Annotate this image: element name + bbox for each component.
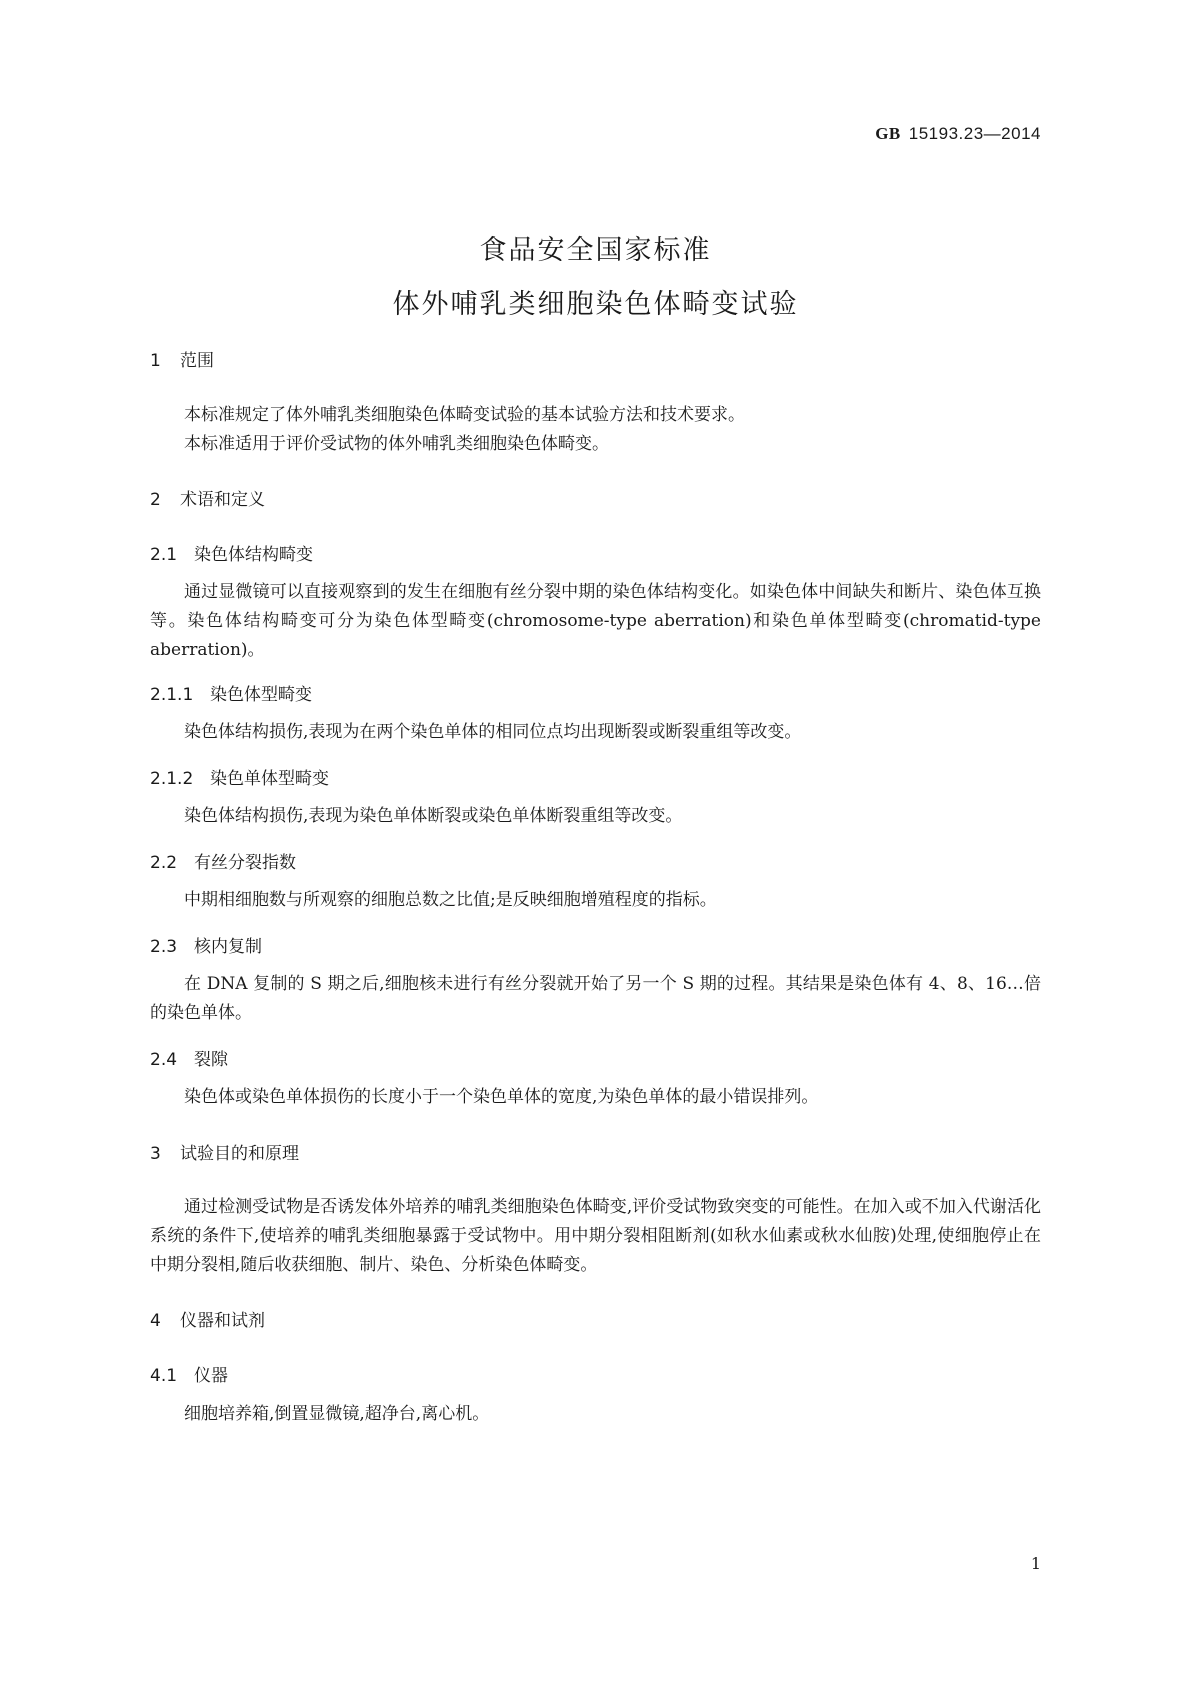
heading-2-4: 2.4 裂隙 <box>150 1050 228 1070</box>
paragraph-2-1-1: 染色体结构损伤,表现为在两个染色单体的相同位点均出现断裂或断裂重组等改变。 <box>184 722 802 742</box>
heading-2-2: 2.2 有丝分裂指数 <box>150 853 296 873</box>
paragraph-2-1: 通过显微镜可以直接观察到的发生在细胞有丝分裂中期的染色体结构变化。如染色体中间缺失和断片、染色体互换等。染色体结构畸变可分为染色体型畸变(chromosome-type aberration)和染色单体型畸变(chromatid-type aberration)。 <box>150 582 1041 660</box>
heading-2-3: 2.3 核内复制 <box>150 937 262 957</box>
heading-2: 2 术语和定义 <box>150 490 265 510</box>
paragraph-1-1: 本标准规定了体外哺乳类细胞染色体畸变试验的基本试验方法和技术要求。 <box>184 405 745 425</box>
paragraph-2-3: 在 DNA 复制的 S 期之后,细胞核未进行有丝分裂就开始了另一个 S 期的过程。其结果是染色体有 4、8、16…倍的染色单体。 <box>150 974 1041 1023</box>
document-title-line2: 体外哺乳类细胞染色体畸变试验 <box>392 289 799 320</box>
heading-3: 3 试验目的和原理 <box>150 1144 299 1164</box>
document-title-line1: 食品安全国家标准 <box>479 235 712 266</box>
paragraph-2-1-2: 染色体结构损伤,表现为染色单体断裂或染色单体断裂重组等改变。 <box>184 806 683 826</box>
heading-2-1: 2.1 染色体结构畸变 <box>150 545 313 565</box>
gb-mark: GB <box>875 124 901 143</box>
heading-2-1-2: 2.1.2 染色单体型畸变 <box>150 769 329 789</box>
heading-2-1-1: 2.1.1 染色体型畸变 <box>150 685 312 705</box>
heading-4-1: 4.1 仪器 <box>150 1366 228 1386</box>
standard-code <box>875 124 1041 144</box>
paragraph-2-2: 中期相细胞数与所观察的细胞总数之比值;是反映细胞增殖程度的指标。 <box>184 890 717 910</box>
paragraph-4-1: 细胞培养箱,倒置显微镜,超净台,离心机。 <box>184 1404 490 1424</box>
paragraph-2-4: 染色体或染色单体损伤的长度小于一个染色单体的宽度,为染色单体的最小错误排列。 <box>184 1087 819 1107</box>
page-number: 1 <box>1030 1554 1041 1573</box>
paragraph-3: 通过检测受试物是否诱发体外培养的哺乳类细胞染色体畸变,评价受试物致突变的可能性。在加入或不加入代谢活化系统的条件下,使培养的哺乳类细胞暴露于受试物中。用中期分裂相阻断剂(如秋水仙素或秋水仙胺)处理,使细胞停止在中期分裂相,随后收获细胞、制片、染色、分析染色体畸变。 <box>150 1197 1041 1275</box>
paragraph-1-2: 本标准适用于评价受试物的体外哺乳类细胞染色体畸变。 <box>184 434 609 454</box>
heading-1: 1 范围 <box>150 351 214 371</box>
standard-number: 15193.23—2014 <box>908 124 1041 143</box>
heading-4: 4 仪器和试剂 <box>150 1311 265 1331</box>
